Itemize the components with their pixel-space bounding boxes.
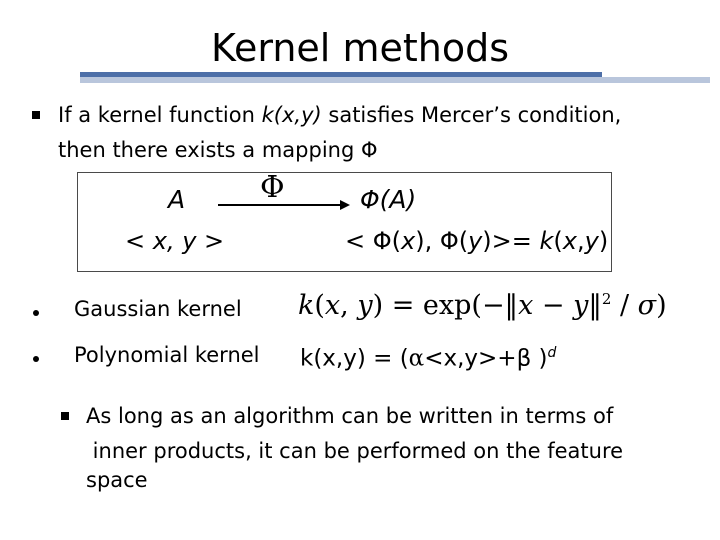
polynomial-kernel-label: Polynomial kernel — [74, 343, 260, 367]
bullet-dot-icon — [33, 310, 39, 316]
bullet2-line3: space — [86, 468, 148, 492]
gaussian-kernel-label: Gaussian kernel — [74, 297, 242, 321]
bullet-square-icon — [32, 111, 40, 119]
gaussian-kernel-formula: k(x, y) = exp(−‖x − y‖$^2$ / σ) — [298, 290, 667, 321]
bullet1-line1 — [58, 100, 621, 130]
mapping-left-top: A — [168, 185, 186, 214]
bullet1-line2: then there exists a mapping Φ — [58, 138, 378, 162]
bullet1-text-a: If a kernel function — [58, 103, 262, 127]
mapping-arrow-label: Φ — [260, 170, 285, 205]
bullet2-line2: inner products, it can be performed on the feature — [86, 439, 624, 463]
polynomial-kernel-formula: k(x,y) = (α<x,y>+β )$^d$ — [300, 345, 557, 372]
title-underline-light — [80, 77, 710, 83]
bullet-square-icon — [61, 412, 69, 420]
bullet2-line1: As long as an algorithm can be written in terms of — [86, 404, 614, 428]
bullet1-k: k — [261, 103, 274, 127]
bullet1-args: (x,y) — [273, 103, 322, 127]
mapping-right-bottom: < Φ(x), Φ(y)>= k(x,y) — [345, 227, 609, 255]
mapping-right-top: Φ(A) — [360, 185, 417, 214]
bullet-dot-icon — [33, 356, 39, 362]
mapping-box — [77, 172, 612, 272]
slide-title: Kernel methods — [210, 26, 509, 70]
mapping-left-bottom: < x, y > — [125, 227, 225, 255]
bullet1-text-b: satisfies Mercer’s condition, — [321, 103, 622, 127]
